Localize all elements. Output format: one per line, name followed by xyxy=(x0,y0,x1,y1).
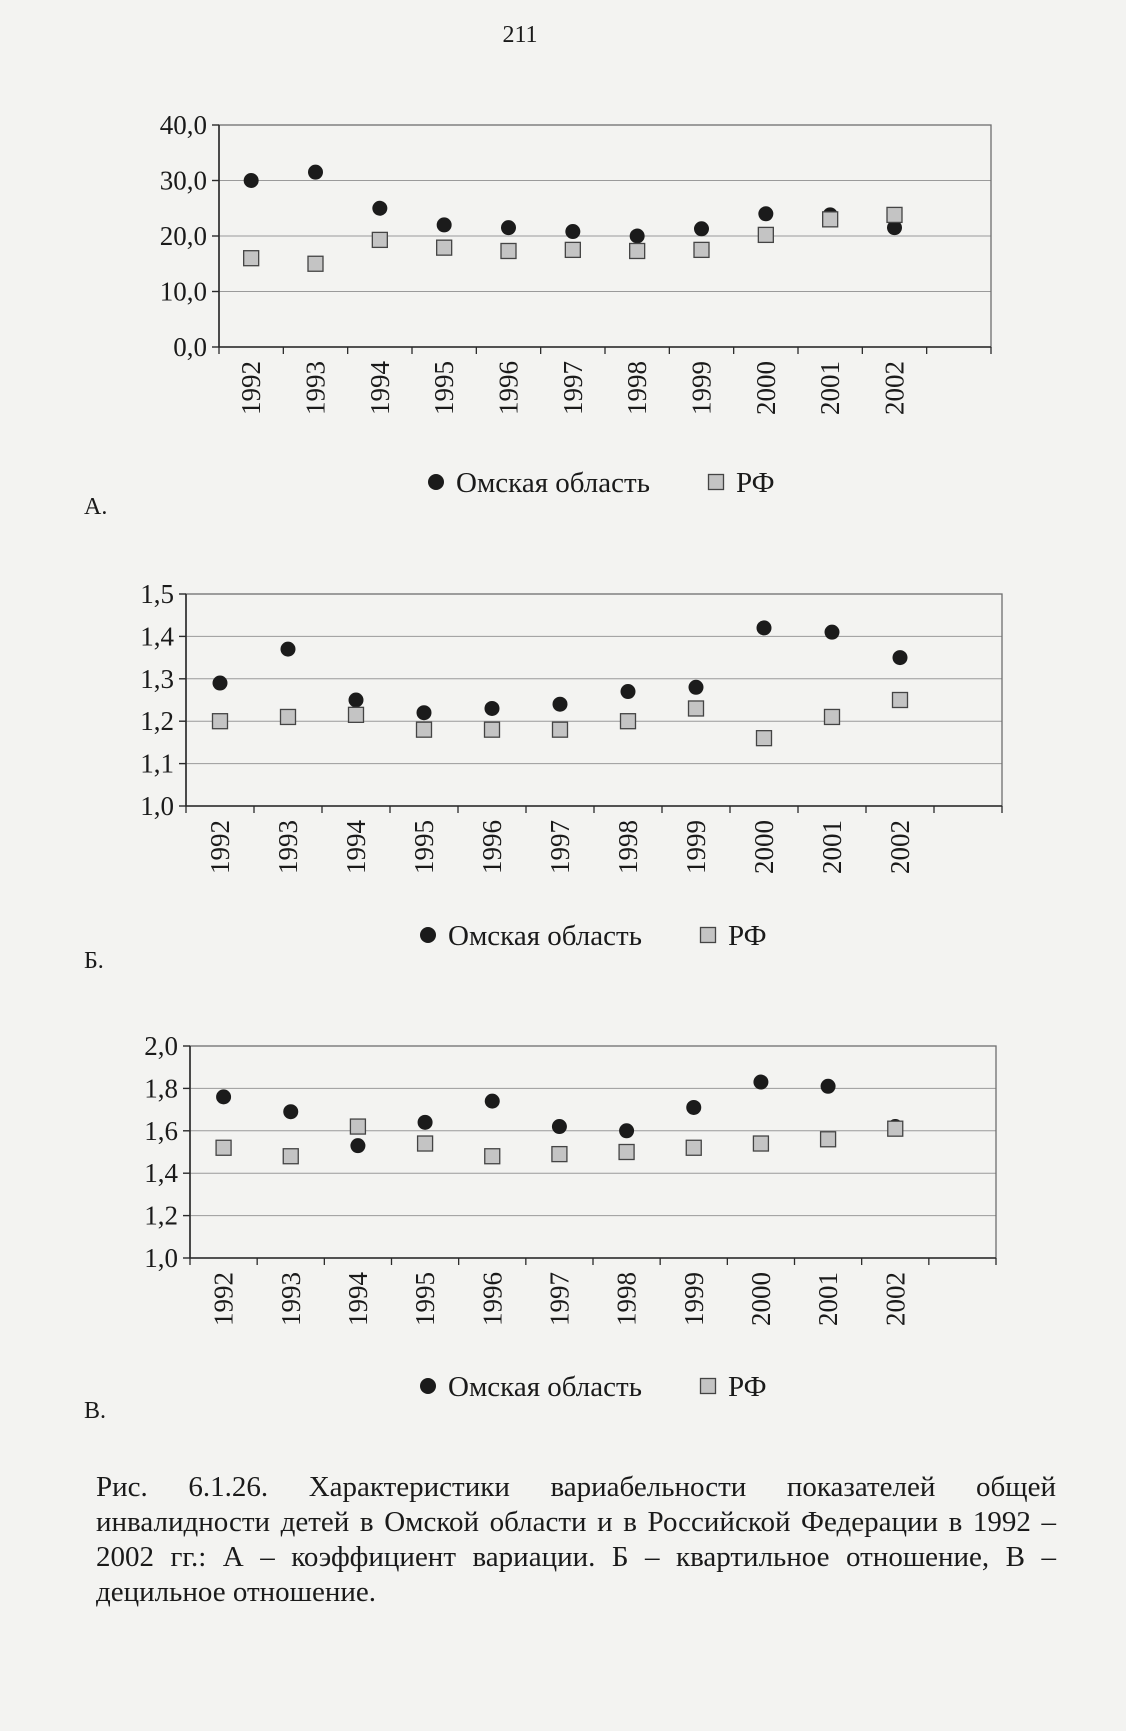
x-tick-label: 1992 xyxy=(236,361,267,415)
data-point-rf xyxy=(753,1136,768,1151)
x-tick-label: 1998 xyxy=(611,1272,642,1326)
data-point-omsk xyxy=(553,697,568,712)
x-tick-label: 1995 xyxy=(429,361,460,415)
x-tick-label: 1992 xyxy=(205,820,235,874)
legend-marker-omsk xyxy=(420,927,436,943)
data-point-rf xyxy=(621,714,636,729)
x-tick-label: 1992 xyxy=(208,1272,239,1326)
y-tick-label: 10,0 xyxy=(159,276,207,307)
data-point-omsk xyxy=(244,173,259,188)
x-tick-label: 2001 xyxy=(817,820,847,874)
x-tick-label: 1994 xyxy=(342,1272,373,1326)
y-tick-label: 30,0 xyxy=(159,165,207,196)
data-point-omsk xyxy=(757,620,772,635)
x-tick-label: 1998 xyxy=(613,820,643,874)
data-point-omsk xyxy=(283,1104,298,1119)
data-point-rf xyxy=(349,707,364,722)
y-tick-label: 0,0 xyxy=(173,332,207,362)
data-point-omsk xyxy=(485,701,500,716)
data-point-omsk xyxy=(630,229,645,244)
data-point-omsk xyxy=(619,1123,634,1138)
y-tick-label: 1,8 xyxy=(144,1073,178,1104)
data-point-rf xyxy=(619,1145,634,1160)
y-tick-label: 1,5 xyxy=(140,579,174,609)
panel-label-b: Б. xyxy=(84,948,104,974)
y-tick-label: 2,0 xyxy=(144,1031,178,1061)
data-point-omsk xyxy=(437,217,452,232)
plot-frame xyxy=(190,1046,996,1258)
data-point-rf xyxy=(893,693,908,708)
data-point-omsk xyxy=(308,165,323,180)
data-point-rf xyxy=(757,731,772,746)
x-tick-label: 1999 xyxy=(686,361,717,415)
data-point-rf xyxy=(418,1136,433,1151)
data-point-omsk xyxy=(417,705,432,720)
data-point-rf xyxy=(283,1149,298,1164)
x-tick-label: 1996 xyxy=(477,820,507,874)
x-tick-label: 1997 xyxy=(544,1272,575,1326)
x-tick-label: 1993 xyxy=(275,1272,306,1326)
data-point-rf xyxy=(630,243,645,258)
x-tick-label: 1997 xyxy=(545,820,575,874)
data-point-rf xyxy=(350,1119,365,1134)
x-tick-label: 2002 xyxy=(879,361,910,415)
y-tick-label: 1,4 xyxy=(140,621,174,652)
data-point-rf xyxy=(758,227,773,242)
legend-label-rf: РФ xyxy=(736,467,775,499)
y-tick-label: 1,2 xyxy=(140,706,174,737)
x-tick-label: 1995 xyxy=(409,820,439,874)
data-point-rf xyxy=(823,212,838,227)
page-number: 211 xyxy=(502,22,538,48)
x-tick-label: 1993 xyxy=(300,361,331,415)
legend-marker-omsk xyxy=(428,474,444,490)
x-tick-label: 1996 xyxy=(477,1272,508,1326)
x-tick-label: 1998 xyxy=(622,361,653,415)
data-point-rf xyxy=(485,1149,500,1164)
legend-label-omsk: Омская область xyxy=(448,1371,642,1403)
x-tick-label: 2002 xyxy=(880,1272,911,1326)
data-point-omsk xyxy=(552,1119,567,1134)
data-point-omsk xyxy=(213,676,228,691)
y-tick-label: 40,0 xyxy=(159,110,207,140)
data-point-omsk xyxy=(372,201,387,216)
x-tick-label: 2000 xyxy=(749,820,779,874)
data-point-omsk xyxy=(689,680,704,695)
data-point-rf xyxy=(485,722,500,737)
data-point-rf xyxy=(821,1132,836,1147)
legend-marker-rf xyxy=(701,1379,716,1394)
data-point-rf xyxy=(501,243,516,258)
panel-label-a: А. xyxy=(84,494,108,520)
data-point-rf xyxy=(686,1140,701,1155)
y-tick-label: 1,1 xyxy=(140,748,174,779)
legend-label-omsk: Омская область xyxy=(456,467,650,499)
data-point-rf xyxy=(213,714,228,729)
x-tick-label: 2000 xyxy=(750,361,781,415)
legend-label-rf: РФ xyxy=(728,1371,767,1403)
data-point-rf xyxy=(417,722,432,737)
data-point-omsk xyxy=(485,1094,500,1109)
x-tick-label: 1999 xyxy=(678,1272,709,1326)
y-tick-label: 1,2 xyxy=(144,1200,178,1231)
x-tick-label: 1994 xyxy=(364,361,395,415)
x-tick-label: 1995 xyxy=(410,1272,441,1326)
x-tick-label: 2000 xyxy=(745,1272,776,1326)
figure-caption: Рис. 6.1.26. Характеристики вариабельности показателей общей инвалидности детей в Омской области и в Российской Федерации в 1992 – 2002 гг.: А – коэффициент вариации. Б – квартильное отношение, В – децильное отношение. xyxy=(96,1471,1056,1608)
panel-label-c: В. xyxy=(84,1398,107,1424)
x-tick-label: 1999 xyxy=(681,820,711,874)
data-point-rf xyxy=(888,1121,903,1136)
legend-label-omsk: Омская область xyxy=(448,920,642,952)
data-point-rf xyxy=(825,709,840,724)
data-point-omsk xyxy=(349,693,364,708)
data-point-rf xyxy=(281,709,296,724)
plot-frame xyxy=(186,594,1002,806)
x-tick-label: 1994 xyxy=(341,820,371,874)
data-point-omsk xyxy=(753,1075,768,1090)
data-point-omsk xyxy=(686,1100,701,1115)
x-tick-label: 1993 xyxy=(273,820,303,874)
data-point-rf xyxy=(565,242,580,257)
x-tick-label: 2001 xyxy=(813,1272,844,1326)
data-point-omsk xyxy=(694,221,709,236)
data-point-omsk xyxy=(893,650,908,665)
legend-marker-rf xyxy=(709,475,724,490)
legend-marker-rf xyxy=(701,928,716,943)
y-tick-label: 1,6 xyxy=(144,1115,178,1146)
data-point-omsk xyxy=(418,1115,433,1130)
x-tick-label: 1996 xyxy=(493,361,524,415)
data-point-omsk xyxy=(281,642,296,657)
data-point-rf xyxy=(694,242,709,257)
data-point-omsk xyxy=(621,684,636,699)
data-point-rf xyxy=(437,240,452,255)
y-tick-label: 1,0 xyxy=(140,791,174,821)
y-tick-label: 1,0 xyxy=(144,1243,178,1273)
y-tick-label: 1,4 xyxy=(144,1158,178,1189)
chart-decile-ratio xyxy=(0,1020,1126,1440)
data-point-rf xyxy=(887,207,902,222)
x-tick-label: 2001 xyxy=(815,361,846,415)
data-point-rf xyxy=(308,256,323,271)
data-point-omsk xyxy=(565,224,580,239)
chart-coefficient-of-variation xyxy=(0,95,1126,525)
legend-marker-omsk xyxy=(420,1378,436,1394)
data-point-rf xyxy=(244,251,259,266)
data-point-rf xyxy=(553,722,568,737)
x-tick-label: 1997 xyxy=(557,361,588,415)
data-point-omsk xyxy=(501,220,516,235)
data-point-omsk xyxy=(758,206,773,221)
data-point-omsk xyxy=(350,1138,365,1153)
data-point-omsk xyxy=(216,1089,231,1104)
data-point-rf xyxy=(689,701,704,716)
data-point-rf xyxy=(216,1140,231,1155)
legend-label-rf: РФ xyxy=(728,920,767,952)
x-tick-label: 2002 xyxy=(885,820,915,874)
data-point-rf xyxy=(552,1147,567,1162)
data-point-omsk xyxy=(821,1079,836,1094)
data-point-rf xyxy=(372,232,387,247)
y-tick-label: 1,3 xyxy=(140,663,174,694)
y-tick-label: 20,0 xyxy=(159,221,207,251)
data-point-omsk xyxy=(825,625,840,640)
chart-quartile-ratio xyxy=(0,570,1126,980)
